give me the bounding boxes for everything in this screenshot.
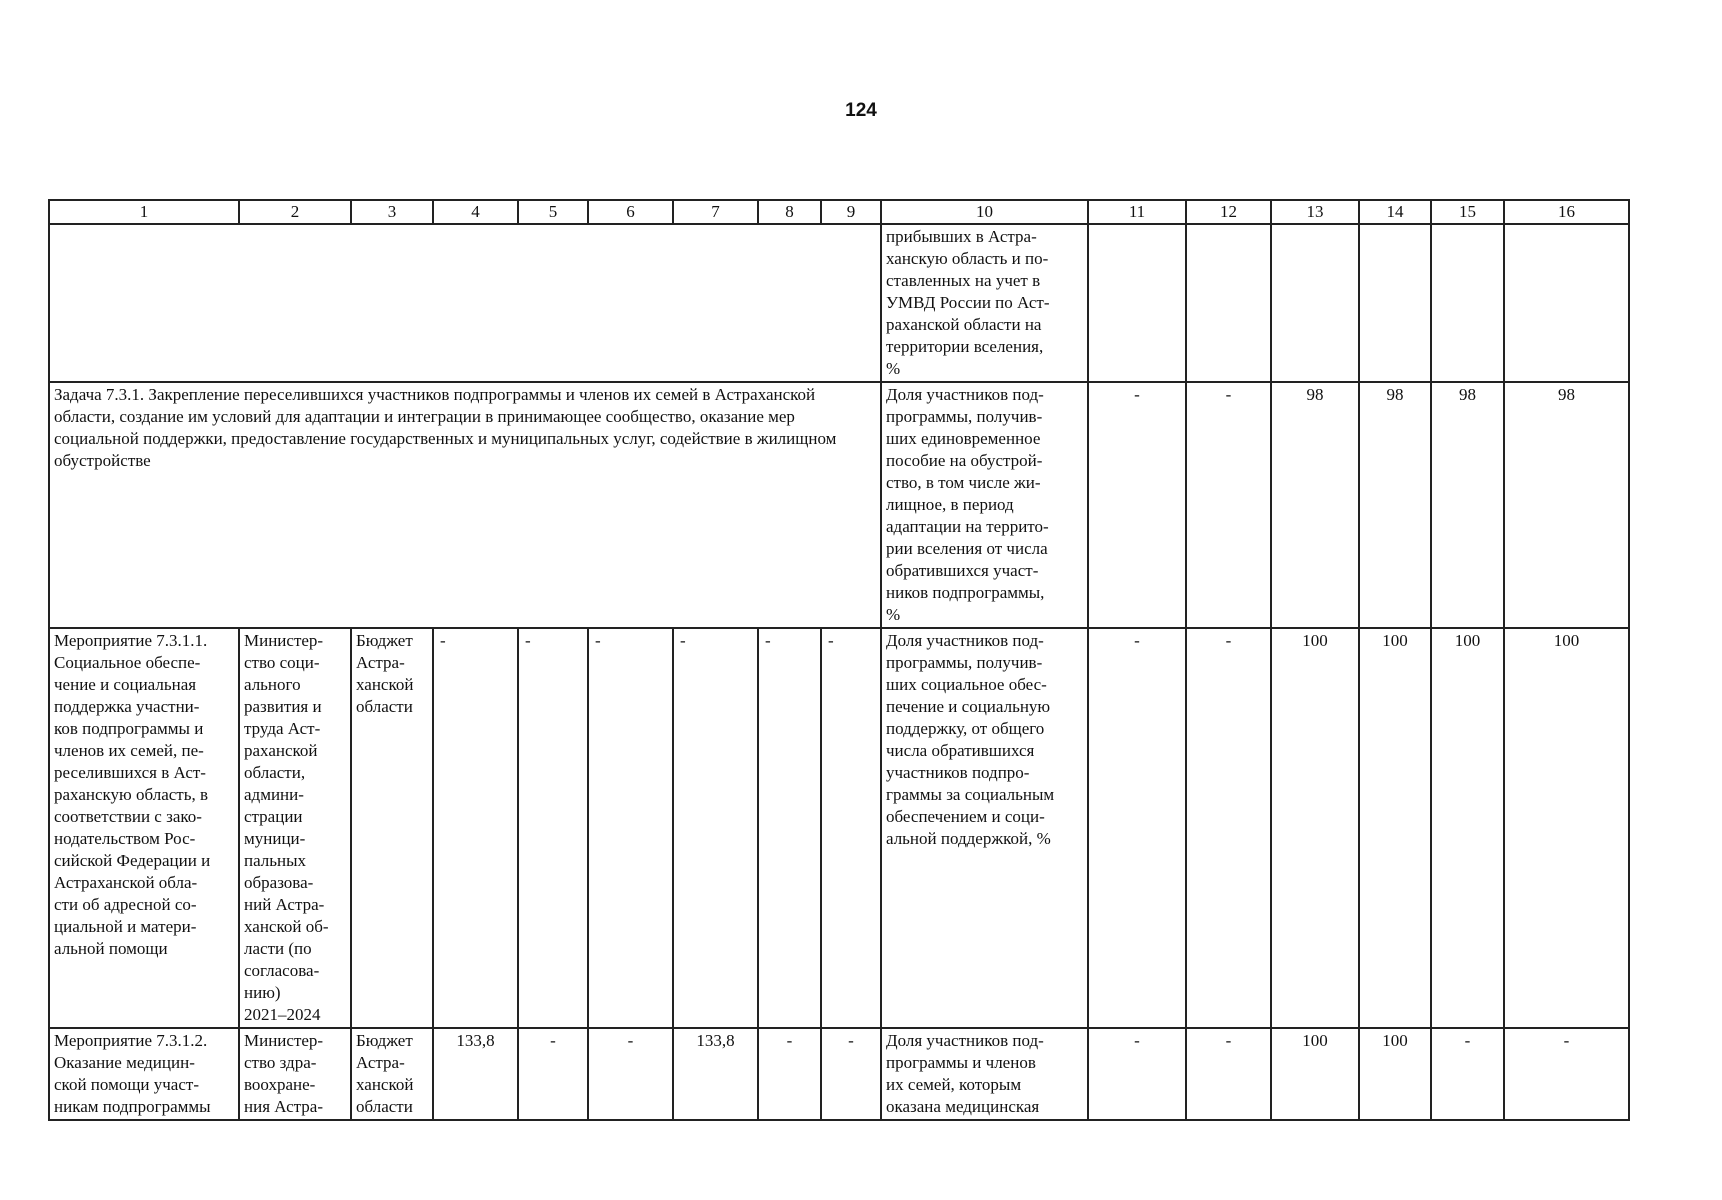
task-col-15: 98 bbox=[1431, 382, 1504, 628]
measure-col-5: - bbox=[518, 1028, 588, 1120]
col-header-11: 11 bbox=[1088, 200, 1186, 224]
col-header-4: 4 bbox=[433, 200, 518, 224]
measure-row-7-3-1-2 bbox=[49, 1028, 1629, 1120]
column-number-row bbox=[49, 200, 1629, 224]
col-header-8: 8 bbox=[758, 200, 821, 224]
measure-col-8: - bbox=[758, 1028, 821, 1120]
col-header-7: 7 bbox=[673, 200, 758, 224]
measure-col-12: - bbox=[1186, 628, 1271, 1028]
table-cell bbox=[1431, 224, 1504, 382]
col-header-2: 2 bbox=[239, 200, 351, 224]
col-header-5: 5 bbox=[518, 200, 588, 224]
measure-col-11: - bbox=[1088, 628, 1186, 1028]
measure-col-15: - bbox=[1431, 1028, 1504, 1120]
measure-col-16: - bbox=[1504, 1028, 1629, 1120]
measure-col-14: 100 bbox=[1359, 1028, 1431, 1120]
measure-col-7: 133,8 bbox=[673, 1028, 758, 1120]
continuation-empty-cell bbox=[49, 224, 881, 382]
task-title: Задача 7.3.1. Закрепление переселившихся участников подпрограммы и членов их семей в Астраханской области, создание им условий для адаптации и интеграции в принимающее сообщество, оказание мер социальной поддержки, предоставление государственных и муниципальных услуг, содействие в жилищном обустройстве bbox=[49, 382, 881, 628]
table-cell bbox=[1186, 224, 1271, 382]
measure-col-15: 100 bbox=[1431, 628, 1504, 1028]
measure-col-6: - bbox=[588, 1028, 673, 1120]
measure-col-9: - bbox=[821, 628, 881, 1028]
measure-col-12: - bbox=[1186, 1028, 1271, 1120]
measure-col-8: - bbox=[758, 628, 821, 1028]
continuation-indicator: прибывших в Астра- ханскую область и по- ставленных на учет в УМВД России по Аст- раханской области на территории вселения, % bbox=[881, 224, 1088, 382]
col-header-12: 12 bbox=[1186, 200, 1271, 224]
measure-source: Бюджет Астра- ханской области bbox=[351, 1028, 433, 1120]
task-col-13: 98 bbox=[1271, 382, 1359, 628]
col-header-16: 16 bbox=[1504, 200, 1629, 224]
task-col-14: 98 bbox=[1359, 382, 1431, 628]
measure-executor: Министер- ство здра- воохране- ния Астра- bbox=[239, 1028, 351, 1120]
measure-row-7-3-1-1 bbox=[49, 628, 1629, 1028]
task-row bbox=[49, 382, 1629, 628]
measure-col-16: 100 bbox=[1504, 628, 1629, 1028]
measure-col-4: 133,8 bbox=[433, 1028, 518, 1120]
measure-col-4: - bbox=[433, 628, 518, 1028]
continuation-row bbox=[49, 224, 1629, 382]
task-col-12: - bbox=[1186, 382, 1271, 628]
program-table bbox=[48, 199, 1630, 1121]
col-header-9: 9 bbox=[821, 200, 881, 224]
measure-col-13: 100 bbox=[1271, 1028, 1359, 1120]
page-number: 124 bbox=[845, 100, 877, 121]
col-header-1: 1 bbox=[49, 200, 239, 224]
task-indicator: Доля участников под- программы, получив- ших единовременное пособие на обустрой- ство, в том числе жи- лищное, в период адаптации на террито- рии вселения от числа обратившихся участ- ников подпрограммы, % bbox=[881, 382, 1088, 628]
col-header-14: 14 bbox=[1359, 200, 1431, 224]
col-header-15: 15 bbox=[1431, 200, 1504, 224]
measure-source: Бюджет Астра- ханской области bbox=[351, 628, 433, 1028]
col-header-6: 6 bbox=[588, 200, 673, 224]
col-header-13: 13 bbox=[1271, 200, 1359, 224]
measure-col-6: - bbox=[588, 628, 673, 1028]
table-cell bbox=[1504, 224, 1629, 382]
table-cell bbox=[1088, 224, 1186, 382]
measure-executor: Министер- ство соци- ального развития и труда Аст- раханской области, админи- страции муници- пальных образова- ний Астра- ханской об- ласти (по согласова- нию) 2021–2024 bbox=[239, 628, 351, 1028]
col-header-3: 3 bbox=[351, 200, 433, 224]
measure-col-13: 100 bbox=[1271, 628, 1359, 1028]
measure-col-11: - bbox=[1088, 1028, 1186, 1120]
task-col-16: 98 bbox=[1504, 382, 1629, 628]
measure-col-5: - bbox=[518, 628, 588, 1028]
table-cell bbox=[1359, 224, 1431, 382]
measure-col-9: - bbox=[821, 1028, 881, 1120]
col-header-10: 10 bbox=[881, 200, 1088, 224]
measure-col-14: 100 bbox=[1359, 628, 1431, 1028]
measure-indicator: Доля участников под- программы и членов их семей, которым оказана медицинская bbox=[881, 1028, 1088, 1120]
measure-col-7: - bbox=[673, 628, 758, 1028]
table-cell bbox=[1271, 224, 1359, 382]
measure-name: Мероприятие 7.3.1.1. Социальное обеспе- чение и социальная поддержка участни- ков подпрограммы и членов их семей, пе- реселившихся в Аст- раханскую область, в соответствии с зако- нодательством Рос- сийской Федерации и Астраханской обла- сти об адресной со- циальной и матери- альной помощи bbox=[49, 628, 239, 1028]
measure-indicator: Доля участников под- программы, получив- ших социальное обес- печение и социальную поддержку, от общего числа обратившихся участников подпро- граммы за социальным обеспечением и соци- альной поддержкой, % bbox=[881, 628, 1088, 1028]
measure-name: Мероприятие 7.3.1.2. Оказание медицин- ской помощи участ- никам подпрограммы bbox=[49, 1028, 239, 1120]
task-col-11: - bbox=[1088, 382, 1186, 628]
